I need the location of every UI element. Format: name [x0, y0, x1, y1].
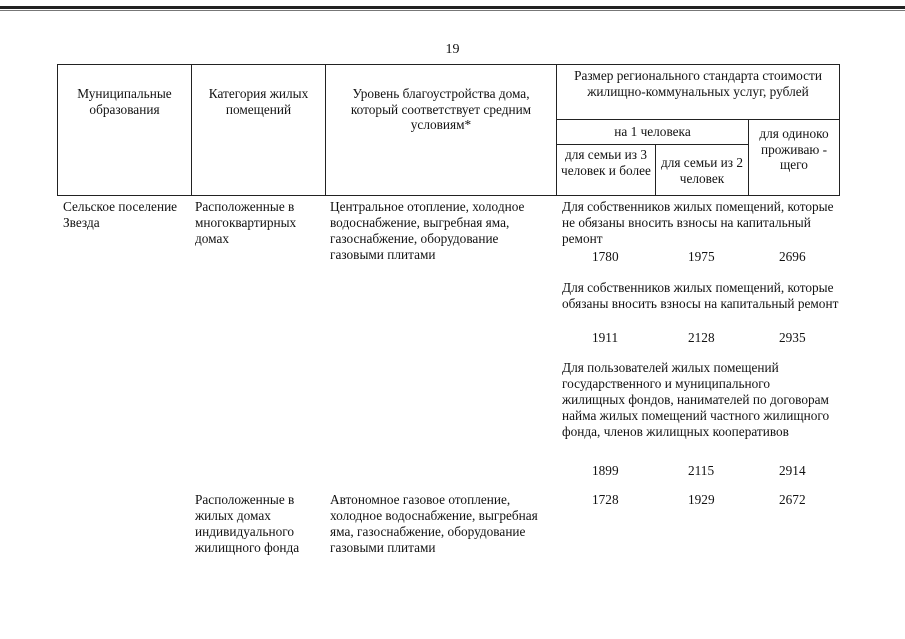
group1-family2: 1975: [688, 249, 715, 264]
header-family3-text: для семьи из 3 человек и более: [561, 147, 651, 178]
header-standard-text: Размер регионального стандарта стоимости жилищно-коммунальных услуг, рублей: [574, 68, 822, 99]
scan-top-border: [0, 6, 905, 9]
group3-label: Для пользователей жилых помещений государственного и муниципального жилищных фондов, нанимателей по договорам найма жилых помещений частного жилищного фонда, членов жилищных кооперативов: [562, 360, 830, 439]
header-category-text: Категория жилых помещений: [208, 86, 309, 117]
group2-single: 2935: [779, 330, 806, 345]
group3-family3: 1899: [592, 463, 619, 478]
header-per-person-text: на 1 человека: [614, 124, 691, 139]
municipality-name: Сельское поселение Звезда: [63, 199, 178, 230]
header-family2-text: для семьи из 2 человек: [660, 155, 744, 186]
group4-single: 2672: [779, 492, 806, 507]
header-single-text: для одиноко проживаю - щего: [759, 126, 829, 172]
group2-family3: 1911: [592, 330, 619, 345]
group3-single: 2914: [779, 463, 806, 478]
header-municipality-text: Муниципальные образования: [77, 86, 172, 117]
header-level-text: Уровень благоустройства дома, который соответствует средним условиям*: [350, 86, 532, 132]
group3-family2: 2115: [688, 463, 715, 478]
scan-top-border-thin: [0, 10, 905, 11]
group4-family3: 1728: [592, 492, 619, 507]
group2-label: Для собственников жилых помещений, которые обязаны вносить взносы на капитальный ремонт: [562, 280, 839, 311]
group1-label: Для собственников жилых помещений, которые не обязаны вносить взносы на капитальный ремонт: [562, 199, 834, 246]
category-individual: Расположенные в жилых домах индивидуального жилищного фонда: [195, 492, 300, 555]
level-apartment: Центральное отопление, холодное водоснабжение, выгребная яма, газоснабжение, оборудование газовыми плитами: [330, 199, 525, 262]
level-individual: Автономное газовое отопление, холодное водоснабжение, выгребная яма, газоснабжение, оборудование газовыми плитами: [330, 492, 538, 555]
group2-family2: 2128: [688, 330, 715, 345]
category-apartment: Расположенные в многоквартирных домах: [195, 199, 297, 246]
page-number: 19: [445, 42, 460, 57]
group1-family3: 1780: [592, 249, 619, 264]
group4-family2: 1929: [688, 492, 715, 507]
group1-single: 2696: [779, 249, 806, 264]
header-col-category: [191, 64, 326, 196]
header-col-municipality: [57, 64, 192, 196]
